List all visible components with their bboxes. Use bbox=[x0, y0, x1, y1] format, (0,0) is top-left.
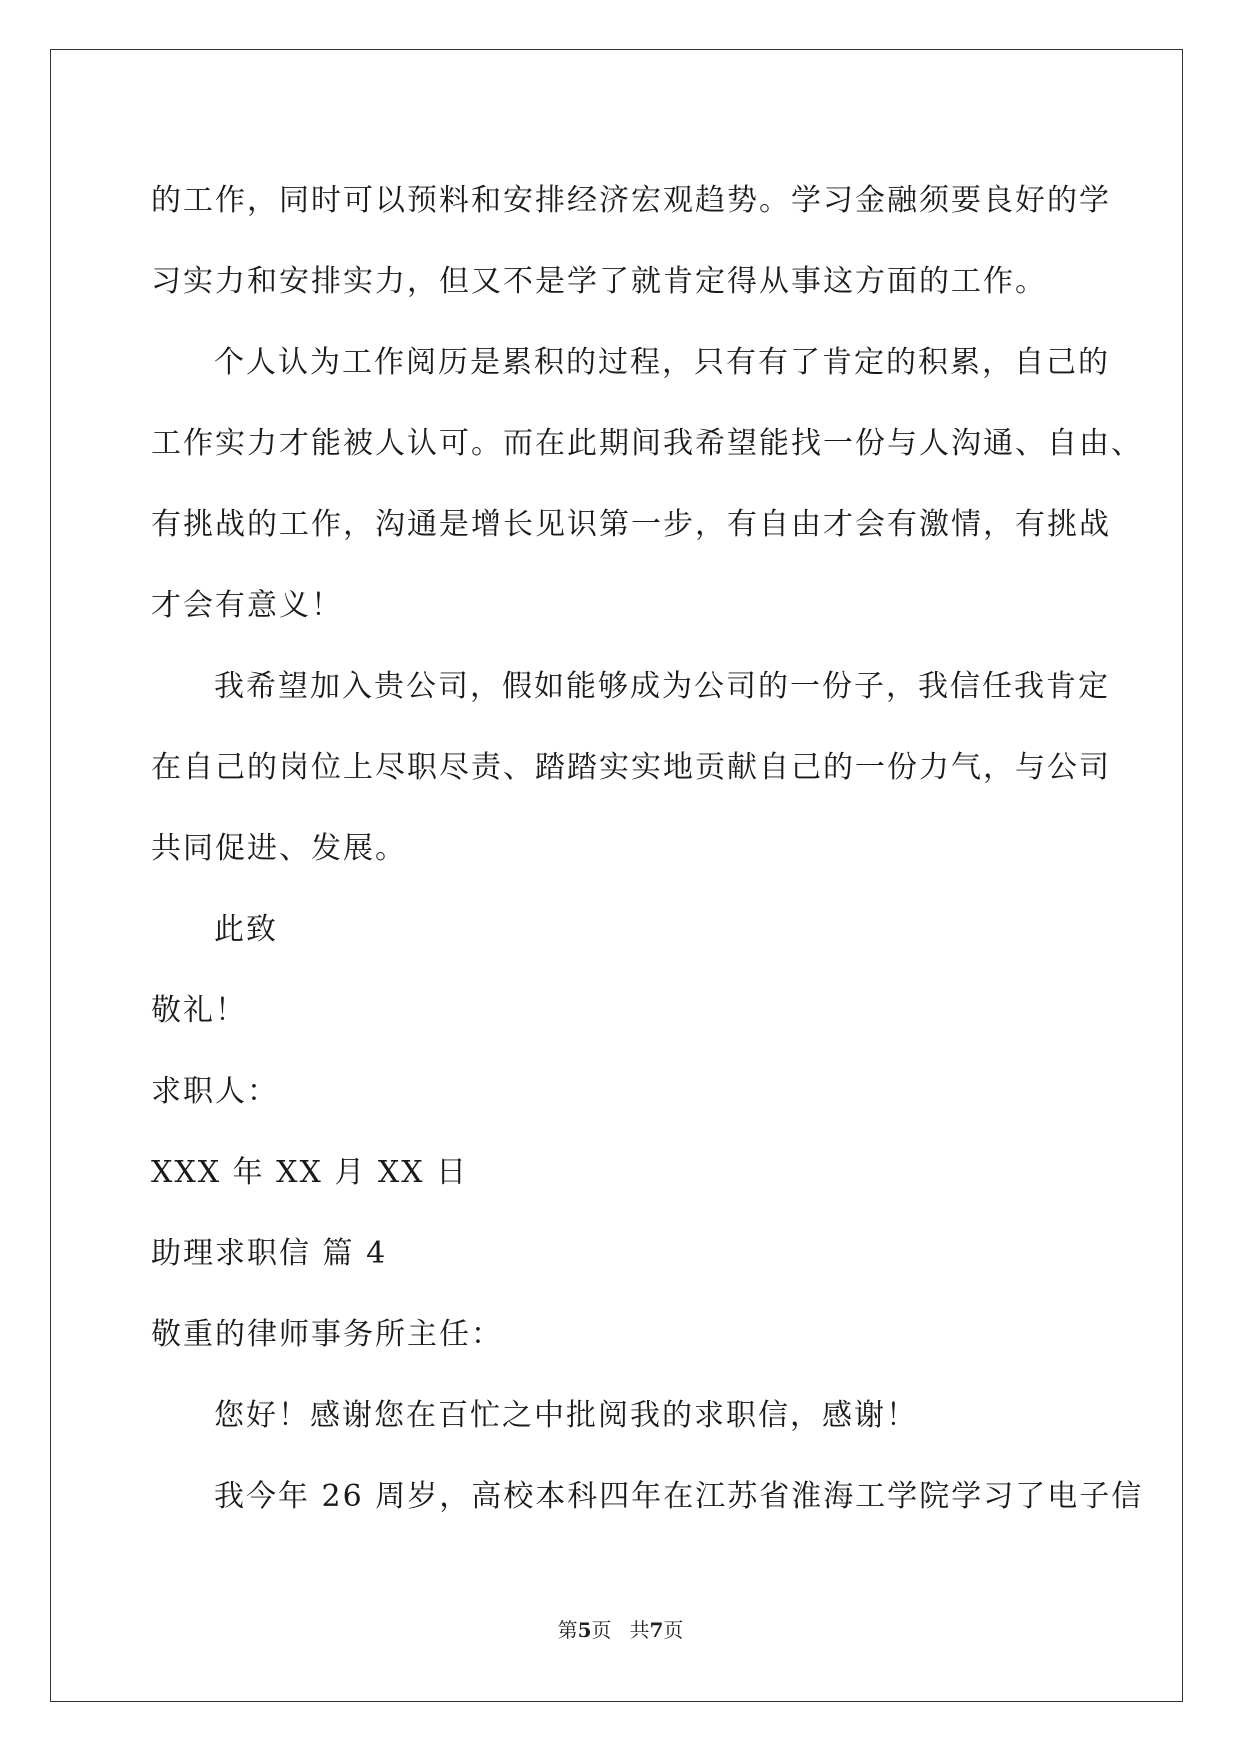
section-heading: 助理求职信 篇 4 bbox=[151, 1236, 388, 1271]
paragraph-line: 的工作，同时可以预料和安排经济宏观趋势。学习金融须要良好的学 bbox=[151, 183, 1111, 218]
paragraph-line: 我希望加入贵公司，假如能够成为公司的一份子，我信任我肯定 bbox=[214, 669, 1110, 704]
paragraph-line: 共同促进、发展。 bbox=[151, 831, 407, 866]
letter-date: XXX 年 XX 月 XX 日 bbox=[151, 1155, 469, 1190]
paragraph-line: 才会有意义！ bbox=[151, 588, 343, 623]
page-prefix: 第 bbox=[557, 1618, 578, 1642]
letter-recipient: 敬重的律师事务所主任： bbox=[151, 1317, 503, 1352]
paragraph-line: 在自己的岗位上尽职尽责、踏踏实实地贡献自己的一份力气，与公司 bbox=[151, 750, 1111, 785]
document-body bbox=[151, 160, 1144, 1537]
applicant-signature: 求职人： bbox=[151, 1074, 279, 1109]
page-number-footer bbox=[0, 1616, 1241, 1644]
paragraph-line: 我今年 26 周岁，高校本科四年在江苏省淮海工学院学习了电子信 bbox=[214, 1479, 1144, 1514]
paragraph-line: 个人认为工作阅历是累积的过程，只有有了肯定的积累，自己的 bbox=[214, 345, 1110, 380]
paragraph-line: 您好！感谢您在百忙之中批阅我的求职信，感谢！ bbox=[214, 1398, 918, 1433]
total-prefix: 共 bbox=[629, 1618, 650, 1642]
closing-regards: 敬礼！ bbox=[151, 993, 247, 1028]
total-page-number: 7 bbox=[649, 1618, 664, 1642]
total-label: 页 bbox=[663, 1618, 684, 1642]
paragraph-line: 工作实力才能被人认可。而在此期间我希望能找一份与人沟通、自由、 bbox=[151, 426, 1143, 461]
paragraph-line: 习实力和安排实力，但又不是学了就肯定得从事这方面的工作。 bbox=[151, 264, 1047, 299]
page-label: 页 bbox=[591, 1618, 612, 1642]
paragraph-line: 有挑战的工作，沟通是增长见识第一步，有自由才会有激情，有挑战 bbox=[151, 507, 1111, 542]
current-page-number: 5 bbox=[577, 1618, 592, 1642]
closing-salutation: 此致 bbox=[214, 912, 278, 947]
